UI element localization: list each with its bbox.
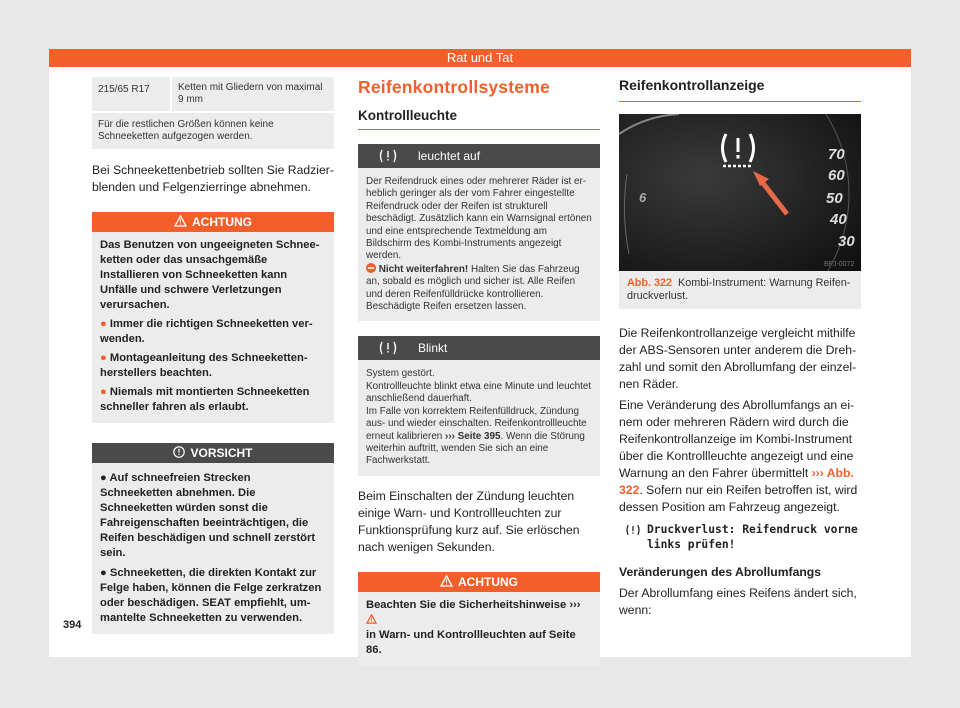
- achtung-item-text: Niemals mit montierten Schneeketten schneller fahren als erlaubt.: [100, 386, 310, 413]
- lit-text: Der Reifendruck eines oder mehrerer Räder ist erheblich geringer als der vom Fahrer eingestellte Reifendruck oder der Reifen ist strukturell beschädigt. Zusätzlich kann ein Warnsignal ertönen und eine entsprechende Textmeldung am Bildschirm des Kombi-Instruments angezeigt werden.: [366, 176, 592, 262]
- stop-text: Halten Sie das Fahrzeug an, sobald es möglich und sicher ist. Alle Reifen und deren Reifenfülldrücke kontrollieren. Beschädigte Reifen ersetzen lassen.: [366, 263, 580, 313]
- blink-line: [366, 406, 592, 468]
- snow-chain-table: [92, 77, 334, 149]
- gauge-label: 60: [828, 167, 845, 184]
- tire-pressure-icon: [358, 340, 418, 356]
- achtung-item-text: Montageanleitung des Schneekettenherstellers beachten.: [100, 352, 308, 379]
- section-title: Reifenkontrollsysteme: [358, 77, 550, 97]
- tire-pressure-icon: [358, 148, 418, 164]
- vorsicht-header: [92, 443, 334, 463]
- achtung-text: Beachten Sie die Sicherheitshinweise ›››: [366, 598, 581, 611]
- message-text: Druckverlust: Reifendruck vorne links prüfen!: [647, 523, 858, 551]
- ignition-paragraph: Beim Einschalten der Zündung leuchten einige Warn- und Kontrollleuchten zur Funktionsprüfung kurz auf. Sie erlöschen nach wenigen Sekunden.: [358, 488, 580, 554]
- warning-triangle-icon: [440, 575, 453, 587]
- achtung-item: [100, 317, 326, 347]
- achtung-item: [100, 385, 326, 415]
- table-footer: Für die restlichen Größen können keine Schneeketten aufgezogen werden.: [98, 119, 274, 142]
- comparison-paragraph: Die Reifenkontrollanzeige vergleicht mithilfe der ABS-Sensoren unter anderem die Drehzahl und somit den Abrollumfang der einzelnen Räder.: [619, 326, 857, 391]
- table-row: [92, 77, 334, 113]
- bullet-icon: ●: [100, 472, 110, 484]
- display-message: [619, 522, 861, 552]
- tire-pressure-icon: [625, 523, 641, 537]
- figure: [619, 114, 861, 309]
- paragraph-text: Eine Veränderung des Abrollumfangs an einem oder mehreren Rädern wird durch die Reifenkontrollanzeige im Kombi-Instrument über die Kontrollleuchte angezeigt und eine Warnung an den Fahrer übermittelt: [619, 398, 855, 480]
- vorsicht-item-text: Schneeketten, die direkten Kontakt zur Felge haben, können die Felge zerkratzen oder beschädigen. SEAT empfiehlt, ummantelte Schneeketten zu verwenden.: [100, 567, 322, 624]
- manual-page: [49, 49, 911, 657]
- achtung-box: [92, 212, 334, 423]
- vorsicht-item-text: Auf schneefreien Strecken Schneeketten abnehmen. Die Schneeketten würden sonst die Fahreigenschaften beeinträchtigen, die Reifen beschädigen und schnell zerstört sein.: [100, 472, 316, 559]
- circumference-paragraph: Der Abrollumfang eines Reifens ändert sich, wenn:: [619, 586, 857, 617]
- warning-triangle-icon: [366, 614, 377, 624]
- achtung-header: [92, 212, 334, 232]
- info-circle-icon: [173, 446, 185, 458]
- vorsicht-title: VORSICHT: [190, 446, 253, 460]
- bullet-icon: ●: [100, 352, 110, 364]
- gauge-label: 30: [838, 233, 855, 250]
- gauge-label: 40: [830, 211, 847, 228]
- bullet-icon: ●: [100, 318, 110, 330]
- section-title: Reifenkontrollanzeige: [619, 77, 861, 102]
- column-left: [92, 77, 334, 634]
- blink-description: [358, 360, 600, 475]
- stop-label: Nicht weiterfahren!: [378, 263, 469, 275]
- achtung-body: [358, 592, 600, 666]
- bullet-icon: ●: [100, 567, 110, 579]
- achtung-item-text: Immer die richtigen Schneeketten verwenden.: [100, 318, 313, 345]
- achtung-header: [358, 572, 600, 592]
- blink-text: . Wenn die Störung weiterhin auftritt, wenden Sie sich an eine Fachwerkstatt.: [366, 430, 585, 467]
- tire-size-cell: 215/65 R17: [98, 84, 150, 95]
- achtung-box: [358, 572, 600, 666]
- lit-label: leuchtet auf: [418, 149, 481, 163]
- hubcap-paragraph: Bei Schneekettenbetrieb sollten Sie Radzierblenden und Felgenzierringe abnehmen.: [92, 163, 334, 194]
- instrument-cluster-image: [619, 114, 861, 271]
- page-link[interactable]: ››› Seite 395: [445, 430, 501, 442]
- figure-link[interactable]: ››› Abb. 322: [619, 466, 854, 497]
- achtung-intro: Das Benutzen von ungeeigneten Schneeketten oder das unsachgemäße Installieren von Schneeketten kann Unfälle und schwere Verletzungen verursachen.: [100, 239, 320, 311]
- blink-text: Im Falle von korrektem Reifenfülldruck, Zündung aus- und wieder einschalten. Reifenkontrollleuchte erneut kalibrieren: [366, 405, 587, 442]
- subheading: Veränderungen des Abrollumfangs: [619, 565, 822, 579]
- warning-triangle-icon: [174, 215, 187, 227]
- achtung-title: ACHTUNG: [458, 574, 518, 589]
- page-number: 394: [63, 619, 82, 631]
- gauge-label: 50: [826, 190, 843, 207]
- blink-bar: [358, 336, 600, 360]
- lit-bar: [358, 144, 600, 168]
- blink-line: Kontrollleuchte blinkt etwa eine Minute und leuchtet anschließend dauerhaft.: [366, 380, 592, 405]
- achtung-item: [100, 351, 326, 381]
- vorsicht-item: [100, 566, 326, 626]
- blink-line: System gestört.: [366, 368, 435, 380]
- figure-caption: [619, 271, 861, 309]
- paragraph-text: . Sofern nur ein Reifen betroffen ist, wird dessen Position am Fahrzeug angezeigt.: [619, 483, 858, 514]
- stop-icon: [366, 263, 376, 273]
- gauge-label: 6: [639, 190, 647, 205]
- achtung-title: ACHTUNG: [192, 215, 252, 229]
- section-subtitle: Kontrollleuchte: [358, 108, 600, 130]
- achtung-text: in Warn- und Kontrollleuchten auf Seite 86.: [366, 628, 576, 656]
- change-paragraph: [619, 397, 861, 516]
- bullet-icon: ●: [100, 386, 110, 398]
- chain-spec-cell: Ketten mit Gliedern von maximal 9 mm: [170, 77, 334, 111]
- figure-code: BFJ-0072: [824, 261, 855, 268]
- caption-text: Kombi-Instrument: Warnung Reifendruckverlust.: [627, 277, 851, 302]
- vorsicht-body: [92, 463, 334, 634]
- column-right: [619, 77, 861, 619]
- column-middle: [358, 77, 600, 666]
- achtung-body: [92, 232, 334, 423]
- figure-ref: Abb. 322: [627, 277, 673, 289]
- stop-warning: [366, 263, 592, 314]
- page-header: Rat und Tat: [49, 49, 911, 67]
- vorsicht-box: [92, 443, 334, 634]
- blink-label: Blinkt: [418, 341, 448, 356]
- vorsicht-item: [100, 471, 326, 561]
- gauge-label: 70: [828, 146, 845, 163]
- lit-description: [358, 168, 600, 321]
